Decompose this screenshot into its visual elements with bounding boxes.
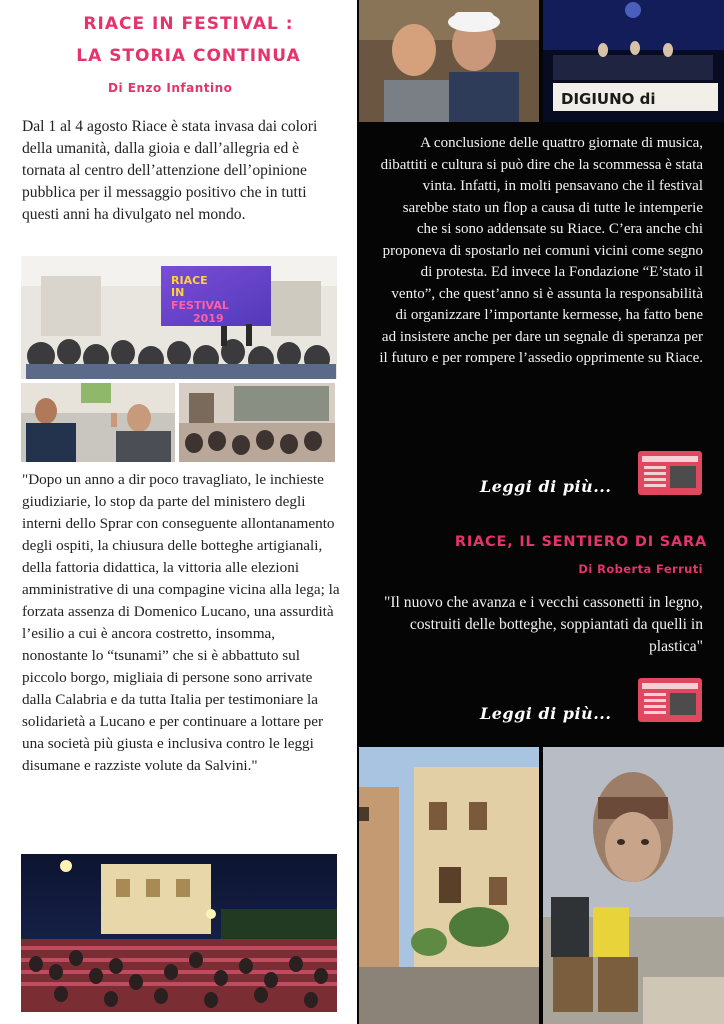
newspaper-icon[interactable] bbox=[638, 451, 702, 495]
screen-text-4: 2019 bbox=[193, 312, 224, 325]
article-title-2: RIACE, IL SENTIERO DI SARA bbox=[454, 534, 707, 550]
banner-text: DIGIUNO di bbox=[561, 90, 656, 108]
article-byline-2: Di Roberta Ferruti bbox=[578, 562, 703, 576]
article-title-line2: LA STORIA CONTINUA bbox=[76, 46, 301, 66]
conference-photo bbox=[21, 256, 337, 379]
newspaper-icon[interactable] bbox=[638, 678, 702, 722]
outdoor-crowd-photo bbox=[21, 854, 337, 1012]
screen-text-3: FESTIVAL bbox=[171, 299, 229, 312]
read-more-link-1[interactable]: Leggi di più... bbox=[480, 477, 612, 496]
right-column bbox=[357, 0, 724, 1024]
speakers-photo bbox=[21, 383, 175, 462]
left-column bbox=[0, 0, 357, 1024]
screen-text-2: IN bbox=[171, 286, 185, 299]
article-title-line1: RIACE IN FESTIVAL : bbox=[83, 14, 294, 34]
two-men-photo bbox=[359, 0, 539, 122]
screen-text-1: RIACE bbox=[171, 274, 208, 287]
audience-photo bbox=[179, 383, 335, 462]
article-quote-2: "Il nuovo che avanza e i vecchi cassonetti in legno, costruiti delle botteghe, soppiantati da quelli in plastica" bbox=[384, 594, 703, 655]
mural-bins-photo bbox=[543, 747, 724, 1024]
article-byline: Di Enzo Infantino bbox=[108, 81, 233, 95]
article-intro: Dal 1 al 4 agosto Riace è stata invasa dai colori della umanità, dalla gioia e dall’allegria ed è tornata al centro dell’attenzione dell’opinione pubblica per il messaggio positivo che in tutti questi anni ha divulgato nel mondo. bbox=[22, 118, 318, 223]
village-street-photo bbox=[359, 747, 539, 1024]
article-festival-conclusion: A conclusione delle quattro giornate di musica, dibattiti e cultura si può dire che la scommessa è stata vinta. Infatti, in molti pensavano che il festival sarebbe stato un flop a causa di tutte le intemperie che si sono addensate su Riace. C’era anche chi proponeva di spostarlo nei comuni vicini come segno di protesta. Ed invece la Fondazione “E’stato il vento”, che quest’anno si è assunta la responsabilità di organizzare l’importante kermesse, ha fatto bene ad insistere anche per dare un segnale di speranza per il futuro e per rompere l’assedio opprimente su Riace. bbox=[379, 135, 703, 366]
read-more-link-2[interactable]: Leggi di più... bbox=[480, 704, 612, 723]
concert-photo bbox=[543, 0, 724, 122]
article-quote: "Dopo un anno a dir poco travagliato, le inchieste giudiziarie, lo stop da parte del ministero degli interni dello Sprar con conseguente allontanamento degli ospiti, la chiusura delle botteghe artigianali, della fattoria didattica, la vittoria alle elezioni amministrative di una compagine vicina alla lega; la forzata assenza di Domenico Lucano, una assurdità l’esilio a cui è ancora costretto, insomma, nonostante lo “tsunami” che si è abbattuto sul piccolo borgo, migliaia di persone sono arrivate dalla Calabria e da tutta Italia per testimoniare la solidarietà a Lucano e per continuare a lottare per una società più giusta e inclusiva contro le leggi disumane e razziste volute da Salvini." bbox=[22, 471, 340, 774]
